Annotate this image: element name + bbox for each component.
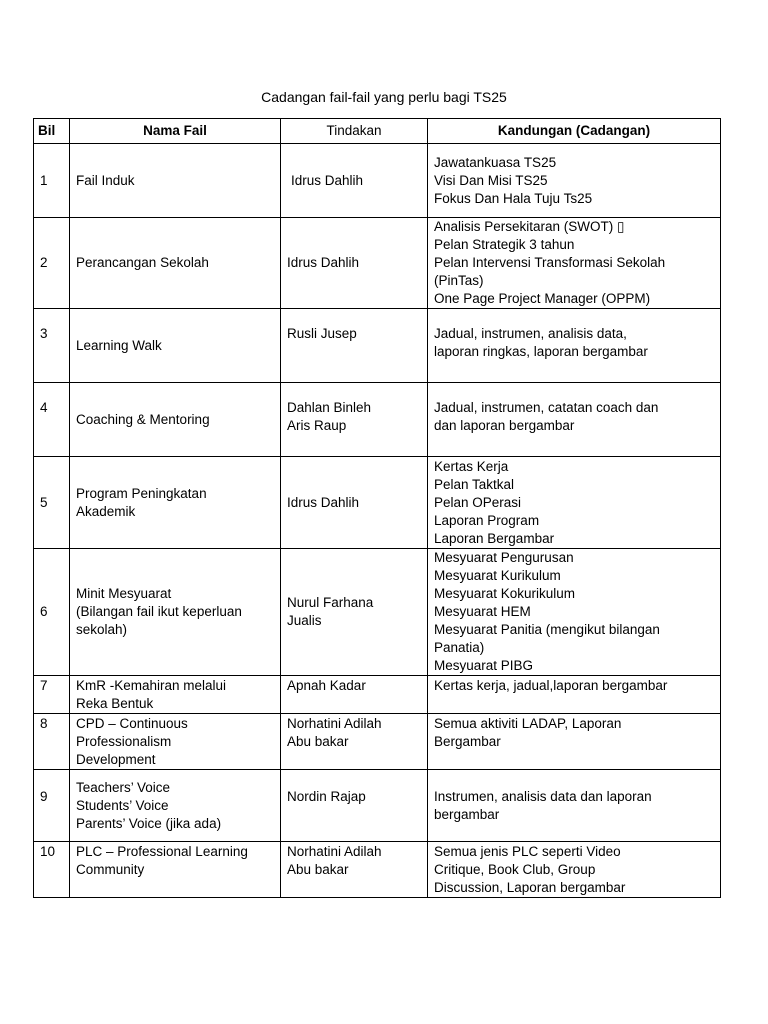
person-name-line: Nurul Farhana [287,595,374,610]
cell-bil [34,770,70,842]
cell-nama-fail [70,714,281,770]
file-name-line: Akademik [76,503,136,519]
cell-kandungan [428,676,721,714]
cell-bil [34,457,70,549]
file-name-line: Reka Bentuk [76,696,154,711]
row-number: 5 [40,494,48,510]
content-line: bergambar [434,807,500,822]
cell-kandungan [428,714,721,770]
person-name-line: Aris Raup [287,418,347,433]
person-name-line: Apnah Kadar [287,678,366,693]
table-row [34,218,721,309]
person-name-line: Jualis [287,613,322,628]
cell-bil [34,383,70,457]
content-line: Laporan Program [434,512,540,528]
content-line: Analisis Persekitaran (SWOT) ▯ [434,219,625,234]
file-name-line: Minit Mesyuarat [76,586,172,601]
cell-bil [34,309,70,383]
table-row [34,714,721,770]
row-number: 9 [40,789,48,804]
files-table [33,118,721,898]
table-row [34,842,721,898]
person-name-line: Idrus Dahlih [291,172,364,188]
content-line: Fokus Dan Hala Tuju Ts25 [434,190,593,206]
cell-kandungan [428,218,721,309]
file-name-line: Professionalism [76,734,172,749]
content-line: dan laporan bergambar [434,418,575,433]
content-line: (PinTas) [434,273,484,288]
file-name-line: Program Peningkatan [76,485,207,501]
header-kandungan: Kandungan (Cadangan) [428,119,721,144]
file-name-line: Teachers’ Voice [76,779,171,795]
cell-bil [34,676,70,714]
content-line: Jadual, instrumen, analisis data, [434,326,627,341]
content-line: Pelan Taktkal [434,476,515,492]
person-name-line: Idrus Dahlih [287,494,360,510]
content-line: Laporan Bergambar [434,530,555,546]
person-name-line: Norhatini Adilah [287,844,382,859]
file-name-line: Coaching & Mentoring [76,411,210,427]
content-line: Kertas kerja, jadual,laporan bergambar [434,678,668,693]
file-name-line: Perancangan Sekolah [76,255,209,270]
content-line: Mesyuarat Kurikulum [434,568,561,583]
cell-kandungan [428,842,721,898]
cell-nama-fail [70,383,281,457]
cell-nama-fail [70,549,281,676]
cell-nama-fail [70,676,281,714]
content-line: Mesyuarat PIBG [434,658,534,673]
cell-tindakan [281,676,428,714]
content-line: Instrumen, analisis data dan laporan [434,789,652,804]
cell-tindakan [281,457,428,549]
file-name-line: CPD – Continuous [76,716,188,731]
cell-tindakan [281,770,428,842]
content-line: Discussion, Laporan bergambar [434,880,626,895]
cell-bil [34,549,70,676]
person-name-line: Rusli Jusep [287,326,357,341]
cell-nama-fail [70,144,281,218]
content-line: Pelan Intervensi Transformasi Sekolah [434,255,666,270]
content-line: Bergambar [434,734,501,749]
file-name-line: sekolah) [76,622,128,637]
header-bil: Bil [34,119,70,144]
content-line: One Page Project Manager (OPPM) [434,291,651,306]
content-line: Jadual, instrumen, catatan coach dan [434,400,659,415]
content-line: Mesyuarat Pengurusan [434,550,574,565]
content-line: Mesyuarat Panitia (mengikut bilangan [434,622,660,637]
file-name-line: Fail Induk [76,172,135,188]
cell-bil [34,144,70,218]
row-number: 10 [40,844,56,859]
row-number: 7 [40,678,48,693]
content-line: Pelan OPerasi [434,494,522,510]
file-name-line: Students’ Voice [76,797,169,813]
cell-kandungan [428,457,721,549]
cell-nama-fail [70,842,281,898]
table-row [34,549,721,676]
table-row [34,383,721,457]
cell-bil [34,842,70,898]
content-line: Mesyuarat Kokurikulum [434,586,576,601]
file-name-line: KmR -Kemahiran melalui [76,678,227,693]
row-number: 2 [40,255,48,270]
table-header-row [34,119,721,144]
document-title: Cadangan fail-fail yang perlu bagi TS25 [261,89,507,105]
content-line: Jawatankuasa TS25 [434,154,557,170]
file-name-line: Community [76,862,145,877]
row-number: 1 [40,172,48,188]
content-line: Semua jenis PLC seperti Video [434,844,621,859]
table-row [34,309,721,383]
person-name-line: Abu bakar [287,862,349,877]
content-line: Visi Dan Misi TS25 [434,172,548,188]
cell-bil [34,714,70,770]
table-row [34,676,721,714]
cell-kandungan [428,549,721,676]
cell-bil [34,218,70,309]
content-line: laporan ringkas, laporan bergambar [434,344,648,359]
cell-tindakan [281,383,428,457]
file-name-line: Parents’ Voice (jika ada) [76,815,222,831]
person-name-line: Idrus Dahlih [287,255,360,270]
row-number: 8 [40,716,48,731]
content-line: Pelan Strategik 3 tahun [434,237,575,252]
cell-kandungan [428,383,721,457]
file-name-line: Development [76,752,156,767]
person-name-line: Norhatini Adilah [287,716,382,731]
row-number: 6 [40,604,48,619]
cell-tindakan [281,144,428,218]
content-line: Semua aktiviti LADAP, Laporan [434,716,622,731]
cell-tindakan [281,218,428,309]
table-body [34,144,721,898]
file-name-line: PLC – Professional Learning [76,844,248,859]
person-name-line: Nordin Rajap [287,789,366,804]
cell-kandungan [428,144,721,218]
cell-tindakan [281,309,428,383]
cell-nama-fail [70,457,281,549]
cell-kandungan [428,770,721,842]
content-line: Kertas Kerja [434,458,509,474]
content-line: Panatia) [434,640,485,655]
table-row [34,457,721,549]
person-name-line: Dahlan Binleh [287,400,372,415]
file-name-line: (Bilangan fail ikut keperluan [76,604,242,619]
content-line: Critique, Book Club, Group [434,862,596,877]
cell-nama-fail [70,309,281,383]
file-name-line: Learning Walk [76,337,162,353]
cell-kandungan [428,309,721,383]
table-row [34,144,721,218]
content-line: Mesyuarat HEM [434,604,531,619]
cell-nama-fail [70,218,281,309]
person-name-line: Abu bakar [287,734,349,749]
header-tindakan: Tindakan [281,119,428,144]
table-row [34,770,721,842]
cell-tindakan [281,549,428,676]
row-number: 3 [40,326,48,341]
cell-tindakan [281,842,428,898]
cell-tindakan [281,714,428,770]
row-number: 4 [40,400,48,415]
cell-nama-fail [70,770,281,842]
header-nama-fail: Nama Fail [70,119,281,144]
